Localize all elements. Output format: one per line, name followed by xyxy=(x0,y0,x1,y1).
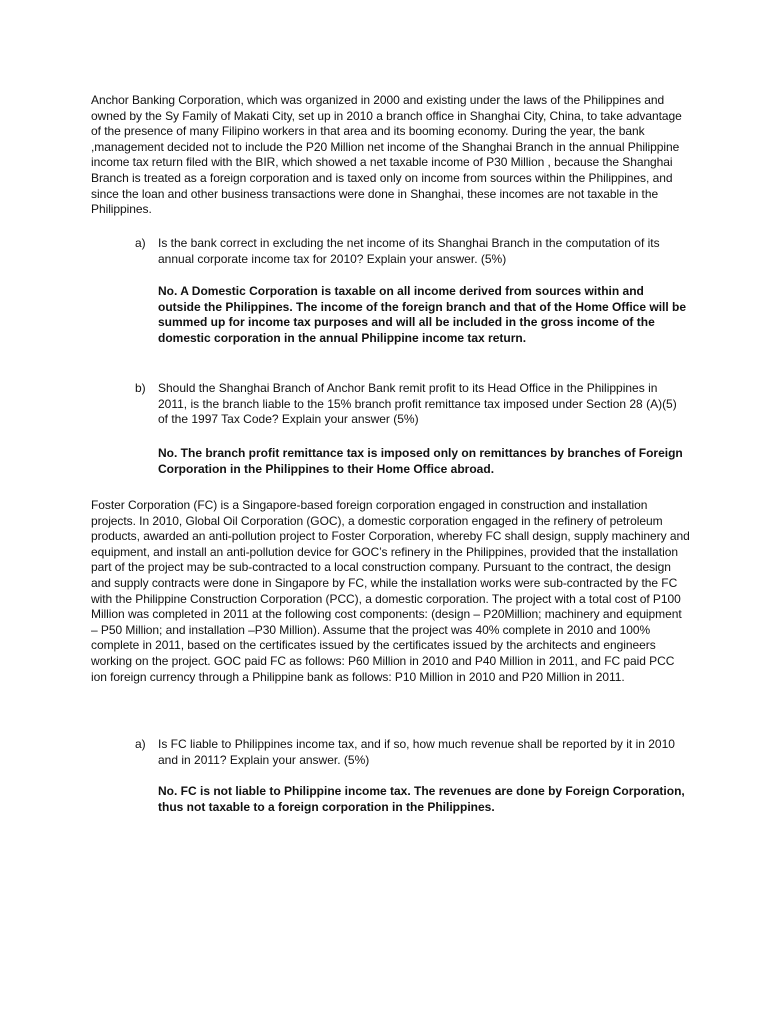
case2-answer-a: No. FC is not liable to Philippine income tax. The revenues are done by Foreign Corporation, thus not taxable to a foreign corporation in the Philippines. xyxy=(158,784,685,814)
case2-question-a-label: a) xyxy=(135,737,146,751)
case1-question-b: Should the Shanghai Branch of Anchor Bank remit profit to its Head Office in the Philippines in 2011, is the branch liable to the 15% branch profit remittance tax imposed under Section 28 (A)(5) of the 1997 Tax Code? Explain your answer (5%) xyxy=(158,381,677,427)
case1-answer-b: No. The branch profit remittance tax is imposed only on remittances by branches of Foreign Corporation in the Philippines to their Home Office abroad. xyxy=(158,446,683,476)
case1-question-b-label: b) xyxy=(135,381,146,395)
case2-intro-paragraph: Foster Corporation (FC) is a Singapore-based foreign corporation engaged in construction and installation projects. In 2010, Global Oil Corporation (GOC), a domestic corporation engaged in the refinery of petroleum products, awarded an anti-pollution project to Foster Corporation, whereby FC shall design, supply machinery and equipment, and install an anti-pollution device for GOC’s refinery in the Philippines, provided that the installation part of the project may be sub-contracted to a local construction company. Pursuant to the contract, the design and supply contracts were done in Singapore by FC, while the installation works were sub-contracted by the FC with the Philippine Construction Corporation (PCC), a domestic corporation. The project with a total cost of P100 Million was completed in 2011 at the following cost components: (design – P20Million; machinery and equipment – P50 Million; and installation –P30 Million). Assume that the project was 40% complete in 2010 and 100% complete in 2011, based on the certificates issued by the certificates issued by the architects and engineers working on the project. GOC paid FC as follows: P60 Million in 2010 and P40 Million in 2011, and FC paid PCC ion foreign currency through a Philippine bank as follows: P10 Million in 2010 and P20 Million in 2011. xyxy=(91,498,690,684)
case1-intro-paragraph: Anchor Banking Corporation, which was organized in 2000 and existing under the laws of the Philippines and owned by the Sy Family of Makati City, set up in 2010 a branch office in Shanghai City, China, to take advantage of the presence of many Filipino workers in that area and its booming economy. During the year, the bank ,management decided not to include the P20 Million net income of the Shanghai Branch in the annual Philippine income tax return filed with the BIR, which showed a net taxable income of P30 Million , because the Shanghai Branch is treated as a foreign corporation and is taxed only on income from sources within the Philippines, and since the loan and other business transactions were done in Shanghai, these incomes are not taxable in the Philippines. xyxy=(91,93,682,217)
case1-question-a: Is the bank correct in excluding the net income of its Shanghai Branch in the computation of its annual corporate income tax for 2010? Explain your answer. (5%) xyxy=(158,236,660,266)
case2-question-a: Is FC liable to Philippines income tax, and if so, how much revenue shall be reported by it in 2010 and in 2011? Explain your answer. (5%) xyxy=(158,737,675,767)
case1-question-a-label: a) xyxy=(135,236,146,250)
case1-answer-a: No. A Domestic Corporation is taxable on all income derived from sources within and outside the Philippines. The income of the foreign branch and that of the Home Office will be summed up for income tax purposes and will all be included in the gross income of the domestic corporation in the annual Philippine income tax return. xyxy=(158,284,687,345)
